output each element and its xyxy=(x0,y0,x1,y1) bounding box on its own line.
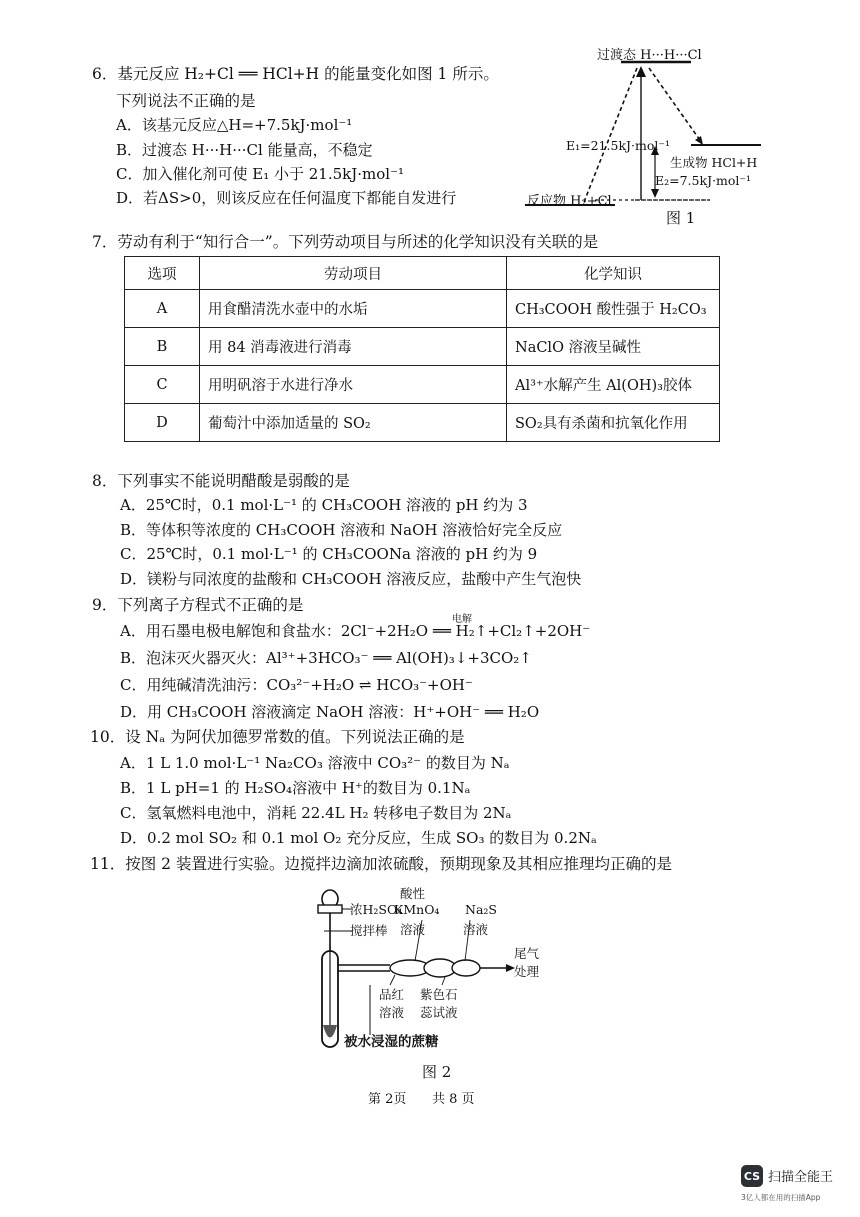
q8-option-d: D．镁粉与同浓度的盐酸和 CH₃COOH 溶液反应，盐酸中产生气泡快 xyxy=(120,570,582,588)
fig2-sugar-label: 被水浸湿的蔗糖 xyxy=(344,1034,439,1050)
fig2-na2s-label-2: 溶液 xyxy=(463,922,489,937)
table-header-knowledge: 化学知识 xyxy=(507,257,720,290)
table-cell-option: A xyxy=(125,290,200,328)
q10-option-b: B．1 L pH=1 的 H₂SO₄溶液中 H⁺的数目为 0.1Nₐ xyxy=(120,779,471,797)
scanner-logo: CS xyxy=(741,1165,763,1187)
table-cell-knowledge: CH₃COOH 酸性强于 H₂CO₃ xyxy=(507,290,720,328)
fig1-product-label: 生成物 HCl+H xyxy=(670,155,758,170)
table-cell-option: D xyxy=(125,404,200,442)
fig2-kmno4-label-3: 溶液 xyxy=(400,922,426,937)
q11-stem: 11．按图 2 装置进行实验。边搅拌边滴加浓硫酸，预期现象及其相应推理均正确的是 xyxy=(90,855,672,873)
table-cell-labor: 用明矾溶于水进行净水 xyxy=(200,366,507,404)
page-number: 第 2页 xyxy=(368,1092,407,1107)
q6-option-c: C．加入催化剂可使 E₁ 小于 21.5kJ·mol⁻¹ xyxy=(116,165,404,183)
table-header-labor: 劳动项目 xyxy=(200,257,507,290)
q8-option-b: B．等体积等浓度的 CH₃COOH 溶液和 NaOH 溶液恰好完全反应 xyxy=(120,521,563,539)
q7-table xyxy=(124,256,720,442)
q9-electrolysis-condition: 电解 xyxy=(452,614,472,625)
fig2-stirrer-label: 搅拌棒 xyxy=(350,923,388,938)
fig1-transition-label: 过渡态 H···H···Cl xyxy=(597,48,702,63)
q8-option-c: C．25℃时，0.1 mol·L⁻¹ 的 CH₃COONa 溶液的 pH 约为 9 xyxy=(120,545,538,563)
scanner-name: 扫描全能王 xyxy=(768,1170,834,1185)
table-row xyxy=(125,366,720,404)
table-row xyxy=(125,404,720,442)
q6-option-b: B．过渡态 H···H···Cl 能量高，不稳定 xyxy=(116,141,373,159)
page-total: 共 8 页 xyxy=(432,1092,475,1107)
fig2-tail-label-2: 处理 xyxy=(514,964,540,979)
table-row xyxy=(125,328,720,366)
q6-option-d: D．若ΔS>0，则该反应在任何温度下都能自发进行 xyxy=(116,189,457,207)
fig1-e2-label: E₂=7.5kJ·mol⁻¹ xyxy=(655,173,752,188)
q9-stem: 9．下列离子方程式不正确的是 xyxy=(92,596,304,614)
q9-option-d: D．用 CH₃COOH 溶液滴定 NaOH 溶液：H⁺+OH⁻ ══ H₂O xyxy=(120,703,540,721)
fig2-tail-label-1: 尾气 xyxy=(514,946,540,961)
fig2-kmno4-label-1: 酸性 xyxy=(400,886,426,901)
fig2-litmus-label-2: 蕊试液 xyxy=(420,1005,458,1020)
q8-option-a: A．25℃时，0.1 mol·L⁻¹ 的 CH₃COOH 溶液的 pH 约为 3 xyxy=(120,496,528,514)
table-cell-knowledge: SO₂具有杀菌和抗氧化作用 xyxy=(507,404,720,442)
fig2-kmno4-label-2: KMnO₄ xyxy=(394,902,440,917)
table-header-option: 选项 xyxy=(125,257,200,290)
q9-option-a: A．用石墨电极电解饱和食盐水：2Cl⁻+2H₂O ══ H₂↑+Cl₂↑+2OH⁻ xyxy=(120,622,591,640)
q10-option-a: A．1 L 1.0 mol·L⁻¹ Na₂CO₃ 溶液中 CO₃²⁻ 的数目为 Nₐ xyxy=(120,754,510,772)
fig2-litmus-label-1: 紫色石 xyxy=(420,987,458,1002)
q8-stem: 8．下列事实不能说明醋酸是弱酸的是 xyxy=(92,472,350,490)
fig1-reactant-label: 反应物 H₂+Cl xyxy=(527,194,612,209)
fig2-pinhong-label-2: 溶液 xyxy=(379,1005,405,1020)
table-cell-option: C xyxy=(125,366,200,404)
table-cell-knowledge: NaClO 溶液呈碱性 xyxy=(507,328,720,366)
fig1-e1-label: E₁=21.5kJ·mol⁻¹ xyxy=(566,138,670,153)
q10-stem: 10．设 Nₐ 为阿伏加德罗常数的值。下列说法正确的是 xyxy=(90,728,465,746)
q9-option-b: B．泡沫灭火器灭火：Al³⁺+3HCO₃⁻ ══ Al(OH)₃↓+3CO₂↑ xyxy=(120,649,532,667)
q10-option-d: D．0.2 mol SO₂ 和 0.1 mol O₂ 充分反应，生成 SO₃ 的数目为 0.2Nₐ xyxy=(120,829,597,847)
fig1-caption: 图 1 xyxy=(666,209,696,227)
table-cell-knowledge: Al³⁺水解产生 Al(OH)₃胶体 xyxy=(507,366,720,404)
table-row xyxy=(125,290,720,328)
fig2-pinhong-label-1: 品红 xyxy=(379,987,405,1002)
fig2-na2s-label-1: Na₂S xyxy=(465,902,497,917)
energy-diagram xyxy=(525,40,765,215)
table-cell-labor: 用 84 消毒液进行消毒 xyxy=(200,328,507,366)
table-header-row xyxy=(125,257,720,290)
q10-option-c: C．氢氧燃料电池中，消耗 22.4L H₂ 转移电子数目为 2Nₐ xyxy=(120,804,512,822)
q6-stem: 6．基元反应 H₂+Cl ══ HCl+H 的能量变化如图 1 所示。 xyxy=(92,65,499,83)
q6-stem-2: 下列说法不正确的是 xyxy=(116,92,256,110)
q9-option-c: C．用纯碱清洗油污：CO₃²⁻+H₂O ⇌ HCO₃⁻+OH⁻ xyxy=(120,676,473,694)
q7-stem: 7．劳动有利于“知行合一”。下列劳动项目与所述的化学知识没有关联的是 xyxy=(92,233,599,251)
q6-option-a: A．该基元反应△H=+7.5kJ·mol⁻¹ xyxy=(116,116,353,134)
scanner-tagline: 3亿人都在用的扫描App xyxy=(741,1193,821,1202)
fig2-acid-label: 浓H₂SO₄ xyxy=(350,902,403,917)
fig2-caption: 图 2 xyxy=(422,1063,452,1081)
table-cell-labor: 用食醋清洗水壶中的水垢 xyxy=(200,290,507,328)
table-cell-option: B xyxy=(125,328,200,366)
table-cell-labor: 葡萄汁中添加适量的 SO₂ xyxy=(200,404,507,442)
